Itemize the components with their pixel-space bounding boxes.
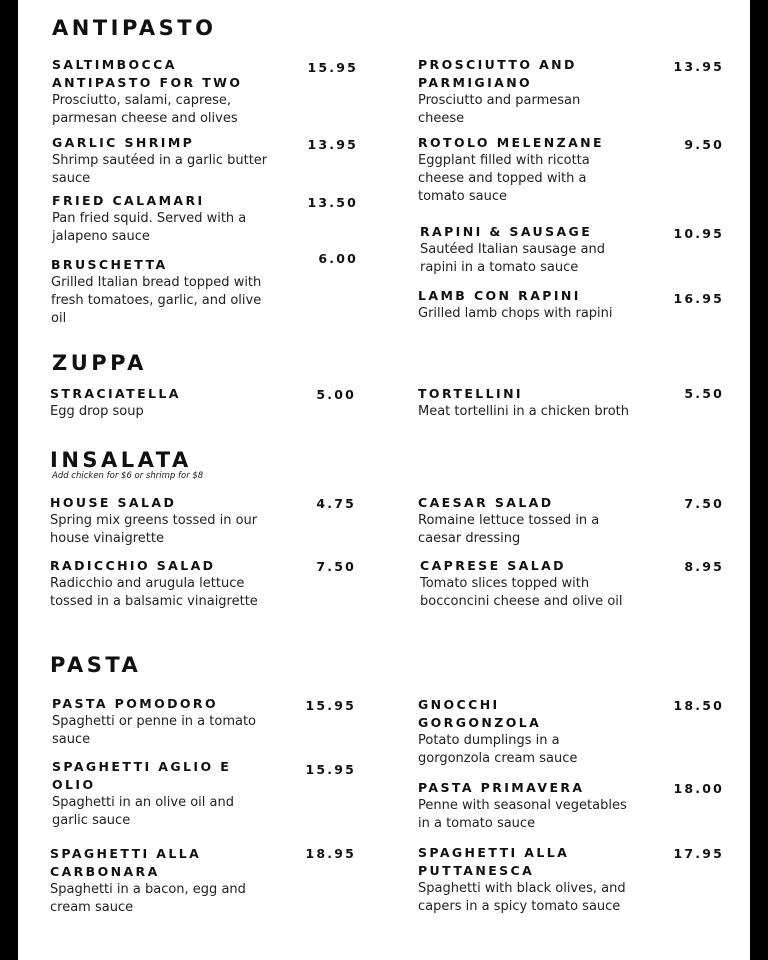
item-name: BRUSCHETTA xyxy=(51,257,168,272)
item-description: Potato dumplings in a gorgonzola cream sauce xyxy=(418,733,578,766)
menu-item-spaghetti-carbonara xyxy=(50,845,265,917)
menu-item-garlic-shrimp xyxy=(52,134,282,188)
item-price: 8.95 xyxy=(684,559,724,574)
menu-item-straciatella xyxy=(50,385,280,421)
section-title-insalata: INSALATA xyxy=(50,448,192,472)
item-price: 4.75 xyxy=(316,496,356,511)
item-price: 7.50 xyxy=(316,559,356,574)
item-description: Grilled Italian bread topped with fresh tomatoes, garlic, and olive oil xyxy=(51,275,262,326)
item-description: Spaghetti in a bacon, egg and cream sauce xyxy=(50,882,246,915)
item-name: GNOCCHI GORGONZOLA xyxy=(418,697,542,730)
item-price: 9.50 xyxy=(684,137,724,152)
item-name: CAESAR SALAD xyxy=(418,495,554,510)
menu-item-spaghetti-aglio-e-olio xyxy=(52,758,272,830)
menu-item-pasta-pomodoro xyxy=(52,695,257,749)
item-name: PASTA PRIMAVERA xyxy=(418,780,585,795)
item-description: Shrimp sautéed in a garlic butter sauce xyxy=(52,153,268,186)
menu-item-house-salad xyxy=(50,494,280,548)
menu-item-rotolo-melenzane xyxy=(418,134,633,206)
menu-item-caesar-salad xyxy=(418,494,633,548)
item-name: RADICCHIO SALAD xyxy=(50,558,216,573)
item-description: Pan fried squid. Served with a jalapeno sauce xyxy=(52,211,247,244)
item-description: Sautéed Italian sausage and rapini in a tomato sauce xyxy=(420,242,605,275)
item-name: SPAGHETTI ALLA PUTTANESCA xyxy=(418,845,570,878)
item-name: SPAGHETTI AGLIO E OLIO xyxy=(52,759,232,792)
section-title-zuppa: ZUPPA xyxy=(52,351,147,375)
item-name: TORTELLINI xyxy=(418,386,523,401)
menu-item-pasta-primavera xyxy=(418,779,633,833)
item-name: SALTIMBOCCA ANTIPASTO FOR TWO xyxy=(52,57,243,90)
item-description: Grilled lamb chops with rapini xyxy=(418,306,613,321)
menu-item-rapini-sausage xyxy=(420,223,635,277)
item-price: 6.00 xyxy=(318,251,358,266)
item-price: 15.95 xyxy=(307,60,358,75)
item-name: PASTA POMODORO xyxy=(52,696,218,711)
item-name: FRIED CALAMARI xyxy=(52,193,205,208)
menu-item-gnocchi-gorgonzola xyxy=(418,696,618,768)
item-price: 13.95 xyxy=(673,59,724,74)
item-name: STRACIATELLA xyxy=(50,386,181,401)
section-title-antipasto: ANTIPASTO xyxy=(52,16,217,40)
item-price: 13.95 xyxy=(307,137,358,152)
item-name: GARLIC SHRIMP xyxy=(52,135,195,150)
item-description: Penne with seasonal vegetables in a tomato sauce xyxy=(418,798,627,831)
item-description: Spaghetti in an olive oil and garlic sauce xyxy=(52,795,234,828)
item-description: Tomato slices topped with bocconcini cheese and olive oil xyxy=(420,576,623,609)
item-description: Spaghetti with black olives, and capers in a spicy tomato sauce xyxy=(418,881,626,914)
item-name: PROSCIUTTO AND PARMIGIANO xyxy=(418,57,577,90)
menu-item-prosciutto-parmigiano xyxy=(418,56,628,128)
item-description: Prosciutto and parmesan cheese xyxy=(418,93,581,126)
item-price: 5.00 xyxy=(316,387,356,402)
item-price: 18.50 xyxy=(673,698,724,713)
item-name: HOUSE SALAD xyxy=(50,495,177,510)
item-name: LAMB CON RAPINI xyxy=(418,288,581,303)
item-description: Radicchio and arugula lettuce tossed in a balsamic vinaigrette xyxy=(50,576,258,609)
item-name: SPAGHETTI ALLA CARBONARA xyxy=(50,846,202,879)
item-price: 18.00 xyxy=(673,781,724,796)
menu-item-spaghetti-puttanesca xyxy=(418,844,633,916)
menu-item-radicchio-salad xyxy=(50,557,280,611)
item-description: Prosciutto, salami, caprese, parmesan cheese and olives xyxy=(52,93,238,126)
menu-item-bruschetta xyxy=(51,256,269,328)
item-description: Spaghetti or penne in a tomato sauce xyxy=(52,714,257,747)
item-description: Meat tortellini in a chicken broth xyxy=(418,404,629,419)
menu-item-tortellini xyxy=(418,385,633,421)
item-description: Romaine lettuce tossed in a caesar dressing xyxy=(418,513,600,546)
menu-item-caprese-salad xyxy=(420,557,635,611)
section-note: Add chicken for $6 or shrimp for $8 xyxy=(52,471,204,481)
section-title-pasta: PASTA xyxy=(50,653,142,677)
menu-item-saltimbocca xyxy=(52,56,282,128)
item-description: Egg drop soup xyxy=(50,404,144,419)
menu-item-lamb-con-rapini xyxy=(418,287,648,323)
item-name: ROTOLO MELENZANE xyxy=(418,135,604,150)
item-price: 16.95 xyxy=(673,291,724,306)
item-description: Spring mix greens tossed in our house vinaigrette xyxy=(50,513,258,546)
item-price: 15.95 xyxy=(305,762,356,777)
item-price: 7.50 xyxy=(684,496,724,511)
item-price: 17.95 xyxy=(673,846,724,861)
item-price: 18.95 xyxy=(305,846,356,861)
item-price: 5.50 xyxy=(684,386,724,401)
item-price: 13.50 xyxy=(307,195,358,210)
item-price: 10.95 xyxy=(673,226,724,241)
item-name: CAPRESE SALAD xyxy=(420,558,566,573)
menu-page xyxy=(18,0,750,960)
menu-item-fried-calamari xyxy=(52,192,282,246)
item-price: 15.95 xyxy=(305,698,356,713)
item-name: RAPINI & SAUSAGE xyxy=(420,224,593,239)
item-description: Eggplant filled with ricotta cheese and topped with a tomato sauce xyxy=(418,153,590,204)
